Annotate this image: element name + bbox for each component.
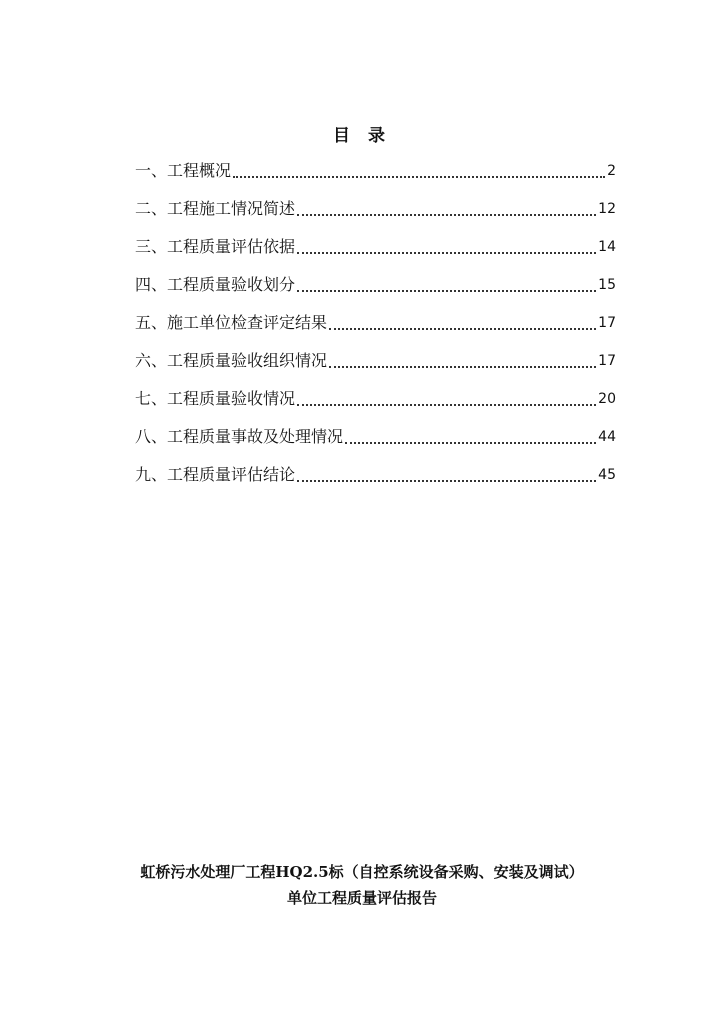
toc-entry-page: 17 bbox=[598, 315, 616, 331]
table-of-contents bbox=[135, 152, 616, 494]
toc-entry-page: 44 bbox=[598, 429, 616, 445]
toc-entry-label: 九、工程质量评估结论 bbox=[135, 465, 296, 484]
toc-entry[interactable] bbox=[135, 152, 616, 190]
toc-leader-dots bbox=[345, 442, 596, 444]
toc-entry-label: 七、工程质量验收情况 bbox=[135, 389, 296, 408]
toc-entry[interactable] bbox=[135, 304, 616, 342]
toc-leader-dots bbox=[297, 480, 596, 482]
toc-entry-label: 一、工程概况 bbox=[135, 161, 232, 180]
toc-leader-dots bbox=[297, 252, 596, 254]
toc-entry-label: 八、工程质量事故及处理情况 bbox=[135, 427, 344, 446]
toc-entry-label: 五、施工单位检查评定结果 bbox=[135, 313, 328, 332]
toc-entry-page: 15 bbox=[598, 277, 616, 293]
toc-entry[interactable] bbox=[135, 228, 616, 266]
toc-entry-page: 2 bbox=[607, 163, 616, 179]
toc-entry-label: 二、工程施工情况简述 bbox=[135, 199, 296, 218]
toc-leader-dots bbox=[297, 404, 596, 406]
report-project-title: 虹桥污水处理厂工程HQ2.5标（自控系统设备采购、安装及调试） bbox=[140, 863, 584, 881]
toc-leader-dots bbox=[329, 366, 596, 368]
toc-entry[interactable] bbox=[135, 418, 616, 456]
toc-entry-page: 12 bbox=[598, 201, 616, 217]
toc-entry-page: 14 bbox=[598, 239, 616, 255]
toc-entry-page: 17 bbox=[598, 353, 616, 369]
toc-leader-dots bbox=[233, 176, 605, 178]
toc-leader-dots bbox=[329, 328, 596, 330]
toc-entry-page: 20 bbox=[598, 391, 616, 407]
toc-entry[interactable] bbox=[135, 190, 616, 228]
toc-leader-dots bbox=[297, 290, 596, 292]
toc-title: 目 录 bbox=[333, 126, 391, 146]
toc-entry-label: 六、工程质量验收组织情况 bbox=[135, 351, 328, 370]
toc-entry[interactable] bbox=[135, 266, 616, 304]
toc-entry-label: 四、工程质量验收划分 bbox=[135, 275, 296, 294]
toc-leader-dots bbox=[297, 214, 596, 216]
toc-entry[interactable] bbox=[135, 380, 616, 418]
toc-entry[interactable] bbox=[135, 456, 616, 494]
toc-entry[interactable] bbox=[135, 342, 616, 380]
toc-entry-label: 三、工程质量评估依据 bbox=[135, 237, 296, 256]
report-subtitle: 单位工程质量评估报告 bbox=[286, 889, 437, 907]
toc-entry-page: 45 bbox=[598, 467, 616, 483]
